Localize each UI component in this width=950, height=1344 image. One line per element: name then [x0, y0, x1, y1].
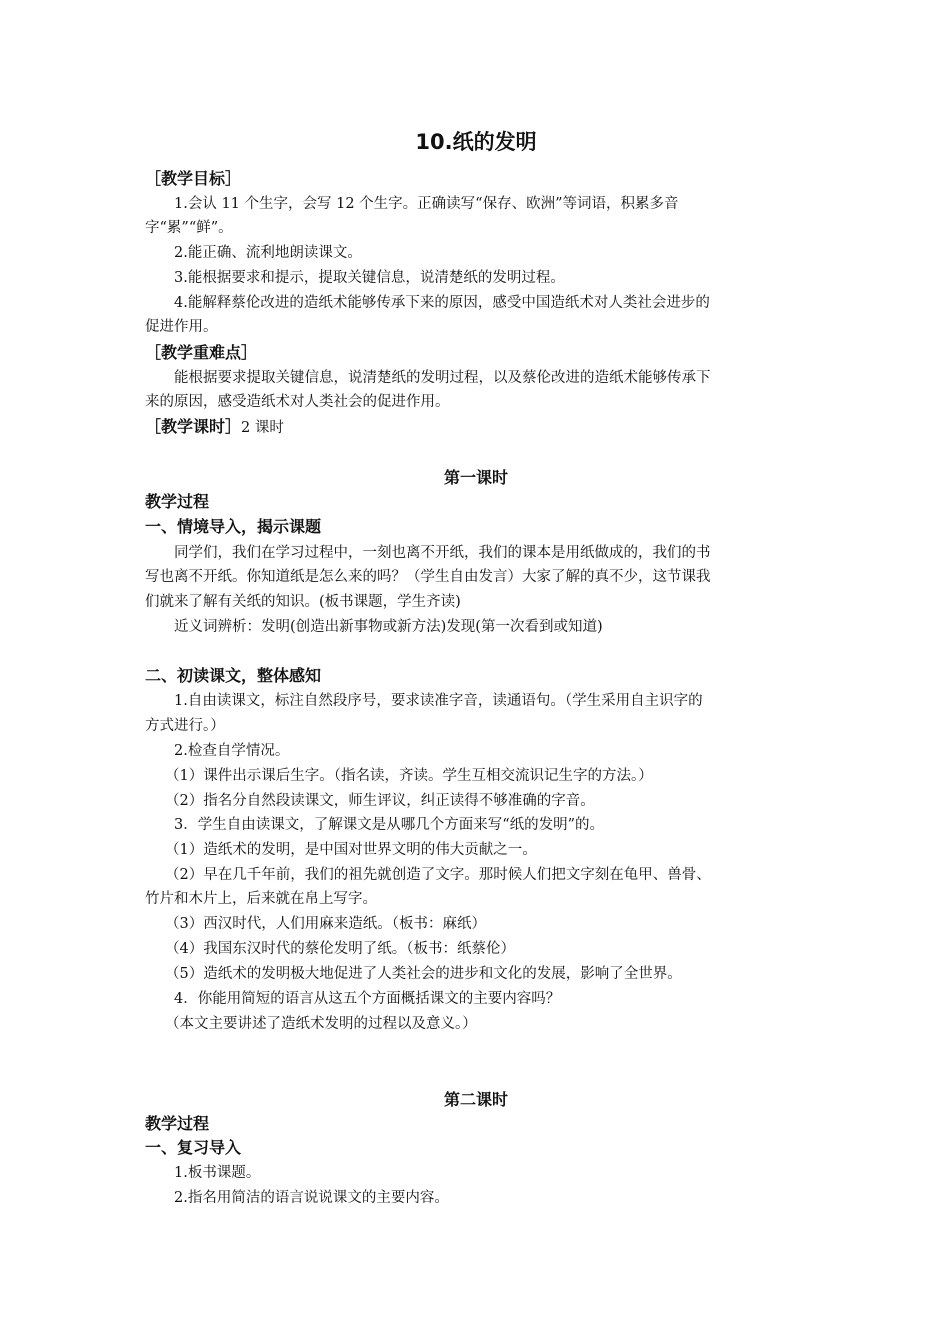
lesson2-title: 第二课时: [443, 1090, 508, 1109]
list-item: 3．学生自由读课文，了解课文是从哪几个方面来写“纸的发明”的。: [174, 817, 605, 833]
goals-line: 字“累”“鲜”。: [145, 220, 233, 236]
hours-value: 2 课时: [241, 420, 284, 436]
list-item: 2.指名用简洁的语言说说课文的主要内容。: [174, 1190, 449, 1206]
list-item: （本文主要讲述了造纸术发明的过程以及意义。）: [165, 1016, 477, 1032]
list-item: 2.检查自学情况。: [174, 743, 290, 759]
list-item: 1.自由读课文，标注自然段序号，要求读准字音，读通语句。（学生采用自主识字的: [174, 693, 703, 709]
list-item: 竹片和木片上，后来就在帛上写字。: [145, 891, 377, 907]
paragraph-line: 们就来了解有关纸的知识。(板书课题，学生齐读): [145, 594, 461, 610]
page-title: 10.纸的发明: [415, 130, 537, 154]
paragraph-line: 近义词辨析：发明(创造出新事物或新方法)发现(第一次看到或知道): [174, 619, 603, 635]
goals-line: 1.会认 11 个生字，会写 12 个生字。正确读写“保存、欧洲”等词语，积累多音: [174, 196, 679, 212]
keypoints-heading: ［教学重难点］: [145, 343, 258, 362]
lesson1-title: 第一课时: [443, 468, 508, 487]
keypoints-line: 能根据要求提取关键信息，说清楚纸的发明过程，以及蔡伦改进的造纸术能够传承下: [174, 370, 711, 386]
goals-line: 4.能解释蔡伦改进的造纸术能够传承下来的原因，感受中国造纸术对人类社会进步的: [174, 295, 710, 311]
goals-line: 2.能正确、流利地朗读课文。: [174, 245, 362, 261]
list-item: （4）我国东汉时代的蔡伦发明了纸。（板书：纸蔡伦）: [165, 941, 515, 957]
lesson1-s1-heading: 一、情境导入，揭示课题: [145, 517, 322, 536]
list-item: （1）课件出示课后生字。（指名读，齐读。学生互相交流识记生字的方法。）: [165, 768, 653, 784]
goals-line: 促进作用。: [145, 319, 218, 335]
lesson2-process: 教学过程: [145, 1114, 210, 1133]
list-item: 1.板书课题。: [174, 1165, 261, 1181]
list-item: 方式进行。）: [145, 718, 225, 734]
goals-heading: ［教学目标］: [145, 169, 242, 188]
list-item: （3）西汉时代，人们用麻来造纸。（板书：麻纸）: [165, 916, 486, 932]
list-item: （2）指名分自然段读课文，师生评议，纠正读得不够准确的字音。: [165, 793, 595, 809]
goals-line: 3.能根据要求和提示，提取关键信息，说清楚纸的发明过程。: [174, 270, 565, 286]
list-item: 4．你能用简短的语言从这五个方面概括课文的主要内容吗？: [174, 991, 561, 1007]
lesson2-s1-heading: 一、复习导入: [145, 1138, 242, 1157]
lesson1-process: 教学过程: [145, 492, 210, 511]
keypoints-line: 来的原因，感受造纸术对人类社会的促进作用。: [145, 394, 450, 410]
paragraph-line: 同学们，我们在学习过程中，一刻也离不开纸，我们的课本是用纸做成的，我们的书: [174, 545, 711, 561]
hours-heading: ［教学课时］: [145, 417, 242, 436]
list-item: （2）早在几千年前，我们的祖先就创造了文字。那时候人们把文字刻在龟甲、兽骨、: [165, 867, 711, 883]
list-item: （5）造纸术的发明极大地促进了人类社会的进步和文化的发展，影响了全世界。: [165, 966, 682, 982]
hours-line: [145, 416, 807, 439]
lesson1-s2-heading: 二、初读课文，整体感知: [145, 666, 322, 685]
paragraph-line: 写也离不开纸。你知道纸是怎么来的吗？（学生自由发言）大家了解的真不少，这节课我: [145, 569, 711, 585]
list-item: （1）造纸术的发明，是中国对世界文明的伟大贡献之一。: [165, 842, 537, 858]
